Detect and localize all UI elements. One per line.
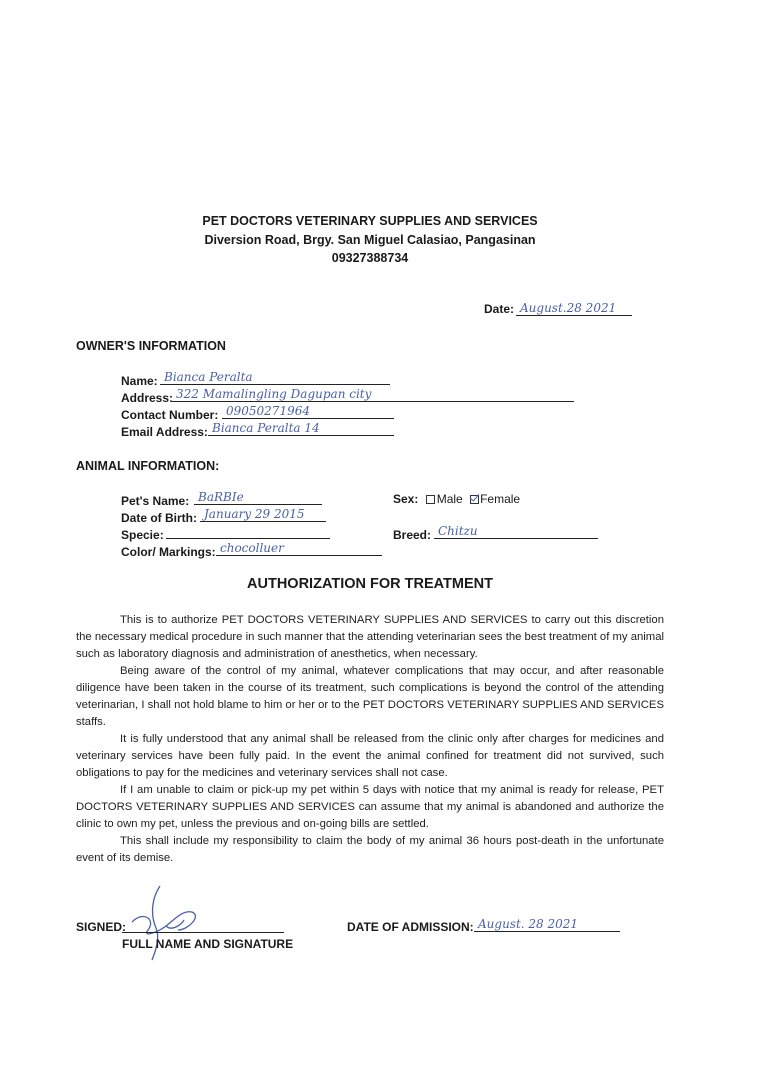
female-checkbox-checked[interactable]	[470, 495, 479, 504]
signed-label: SIGNED:	[76, 920, 127, 934]
pet-name-label: Pet's Name:	[121, 494, 190, 508]
specie-label: Specie:	[121, 528, 164, 542]
date-field[interactable]: August.28 2021	[516, 300, 632, 316]
male-label: Male	[436, 492, 463, 506]
owner-address-field[interactable]: 322 Mamalingling Dagupan city	[172, 386, 574, 402]
clinic-phone: 09327388734	[331, 251, 409, 265]
admission-date-field[interactable]: August. 28 2021	[474, 916, 620, 932]
pet-name-field[interactable]: BaRBIe	[194, 489, 322, 505]
authorization-body	[76, 612, 664, 867]
owner-contact-field[interactable]: 09050271964	[222, 403, 394, 419]
authorization-paragraph-5: This shall include my responsibility to claim the body of my animal 36 hours post-death in the unfortunate event of its demise.	[76, 835, 664, 864]
clinic-name: PET DOCTORS VETERINARY SUPPLIES AND SERVICES	[202, 214, 538, 228]
owner-address-label: Address:	[121, 391, 174, 405]
owner-heading: OWNER'S INFORMATION	[76, 339, 226, 353]
color-field[interactable]: chocolluer	[216, 540, 382, 556]
owner-name-field[interactable]: Bianca Peralta	[160, 369, 390, 385]
owner-email-label: Email Address:	[121, 425, 208, 439]
female-label: Female	[480, 492, 521, 506]
sex-label: Sex:	[393, 492, 419, 506]
dob-label: Date of Birth:	[121, 511, 197, 525]
color-label: Color/ Markings:	[121, 545, 216, 559]
owner-email-field[interactable]: Bianca Peralta 14	[208, 420, 394, 436]
signature-line	[122, 932, 284, 933]
date-label: Date:	[484, 302, 515, 316]
authorization-paragraph-1: This is to authorize PET DOCTORS VETERINARY SUPPLIES AND SERVICES to carry out this discretion the necessary medical procedure in such manner that the attending veterinarian sees the best treatment of my animal such as laboratory diagnosis and administration of anesthetics, when necessary.	[76, 614, 664, 660]
clinic-address: Diversion Road, Brgy. San Miguel Calasiao, Pangasinan	[204, 233, 536, 247]
authorization-paragraph-4: If I am unable to claim or pick-up my pet within 5 days with notice that my animal is ready for release, PET DOCTORS VETERINARY SUPPLIES AND SERVICES can assume that my animal is abandoned and authorize the clinic to own my pet, unless the previous and on-going bills are settled.	[76, 784, 664, 830]
male-checkbox[interactable]	[426, 495, 435, 504]
dob-field[interactable]: January 29 2015	[200, 506, 326, 522]
owner-contact-label: Contact Number:	[121, 408, 219, 422]
breed-field[interactable]: Chitzu	[434, 523, 598, 539]
admission-label: DATE OF ADMISSION:	[347, 920, 474, 934]
authorization-title: AUTHORIZATION FOR TREATMENT	[247, 576, 493, 592]
animal-heading: ANIMAL INFORMATION:	[76, 459, 220, 473]
specie-field[interactable]	[166, 523, 330, 539]
signature-caption: FULL NAME AND SIGNATURE	[122, 937, 294, 951]
authorization-paragraph-3: It is fully understood that any animal shall be released from the clinic only after charges for medicines and veterinary services have been fully paid. In the event the animal confined for treatment did not survived, such obligations to pay for the medicines and veterinary services shall not case.	[76, 733, 664, 779]
owner-name-label: Name:	[121, 374, 158, 388]
breed-label: Breed:	[393, 528, 432, 542]
sex-row	[393, 492, 520, 506]
handwritten-signature	[122, 880, 212, 965]
authorization-paragraph-2: Being aware of the control of my animal, whatever complications that may occur, and after reasonable diligence have been taken in the course of its treatment, such complications is beyond the control of the attending veterinarian, I shall not hold blame to him or her or to the PET DOCTORS VETERINARY SUPPLIES AND SERVICES staffs.	[76, 665, 664, 728]
